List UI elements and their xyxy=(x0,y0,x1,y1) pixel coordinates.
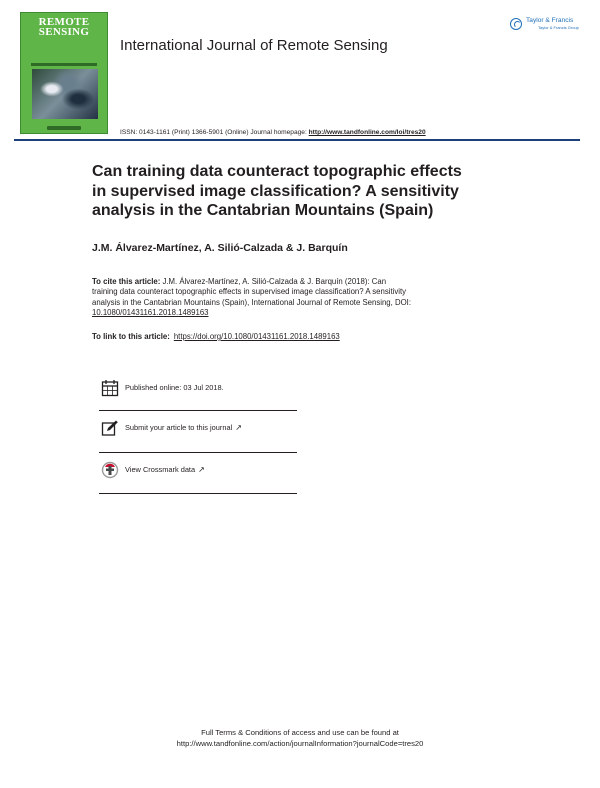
citation-line xyxy=(92,277,522,287)
published-online-text: Published online: 03 Jul 2018. xyxy=(125,383,224,392)
citation-text-3: analysis in the Cantabrian Mountains (Spain), International Journal of Remote Sensing, DOI: xyxy=(92,297,411,307)
article-doi-url[interactable]: https://doi.org/10.1080/01431161.2018.1489163 xyxy=(173,332,340,341)
cover-footer-band xyxy=(47,126,81,130)
article-authors: J.M. Álvarez-Martínez, A. Silió-Calzada & J. Barquín xyxy=(92,242,348,254)
article-link-row xyxy=(92,332,340,341)
info-divider xyxy=(99,452,297,453)
article-title-line: in supervised image classification? A sensitivity xyxy=(92,182,459,200)
citation-text-1: J.M. Álvarez-Martínez, A. Silió-Calzada & J. Barquín (2018): Can xyxy=(160,277,387,286)
publisher-logo-tagline: Taylor & Francis Group xyxy=(538,25,579,30)
publisher-logo-name: Taylor & Francis xyxy=(526,17,574,24)
journal-name: International Journal of Remote Sensing xyxy=(120,37,388,54)
info-divider xyxy=(99,410,297,411)
info-divider xyxy=(99,493,297,494)
external-link-icon: ↗ xyxy=(235,423,242,432)
submit-article-link[interactable] xyxy=(125,423,242,432)
submit-article-row[interactable] xyxy=(99,418,297,442)
cover-satellite-image xyxy=(32,69,98,119)
header-divider xyxy=(14,139,580,141)
citation-label: To cite this article: xyxy=(92,277,161,286)
crossmark-link[interactable] xyxy=(125,465,205,474)
cover-title-line2: SENSING xyxy=(38,26,90,38)
issn-line xyxy=(120,129,426,136)
article-link-label: To link to this article: xyxy=(92,332,170,341)
citation-text-2: training data counteract topographic effects in supervised image classification? A sensitivity xyxy=(92,287,407,297)
citation-doi-link[interactable]: 10.1080/01431161.2018.1489163 xyxy=(92,308,209,318)
cover-title-line1: REMOTE xyxy=(38,16,90,28)
crossmark-text: View Crossmark data xyxy=(125,465,196,474)
publisher-logo[interactable] xyxy=(510,16,586,36)
publisher-logo-icon xyxy=(510,18,522,30)
citation-block xyxy=(92,277,522,319)
crossmark-row[interactable] xyxy=(99,460,297,484)
journal-homepage-link[interactable]: http://www.tandfonline.com/loi/tres20 xyxy=(308,129,426,136)
external-link-icon: ↗ xyxy=(198,465,205,474)
edit-icon xyxy=(101,419,119,437)
footer-terms-link[interactable]: http://www.tandfonline.com/action/journalInformation?journalCode=tres20 xyxy=(176,739,424,748)
calendar-icon xyxy=(101,379,119,397)
article-title xyxy=(92,162,532,221)
cover-band xyxy=(31,63,97,66)
terms-footer xyxy=(0,727,600,749)
submit-article-text: Submit your article to this journal xyxy=(125,423,233,432)
published-online-row xyxy=(99,378,297,402)
article-title-line: Can training data counteract topographic effects xyxy=(92,163,462,180)
article-title-line: analysis in the Cantabrian Mountains (Spain) xyxy=(92,202,434,219)
footer-terms-text: Full Terms & Conditions of access and use can be found at xyxy=(201,728,399,737)
journal-cover xyxy=(20,12,108,134)
issn-text: ISSN: 0143-1161 (Print) 1366-5901 (Online) Journal homepage: xyxy=(120,129,309,136)
crossmark-icon xyxy=(101,461,119,479)
